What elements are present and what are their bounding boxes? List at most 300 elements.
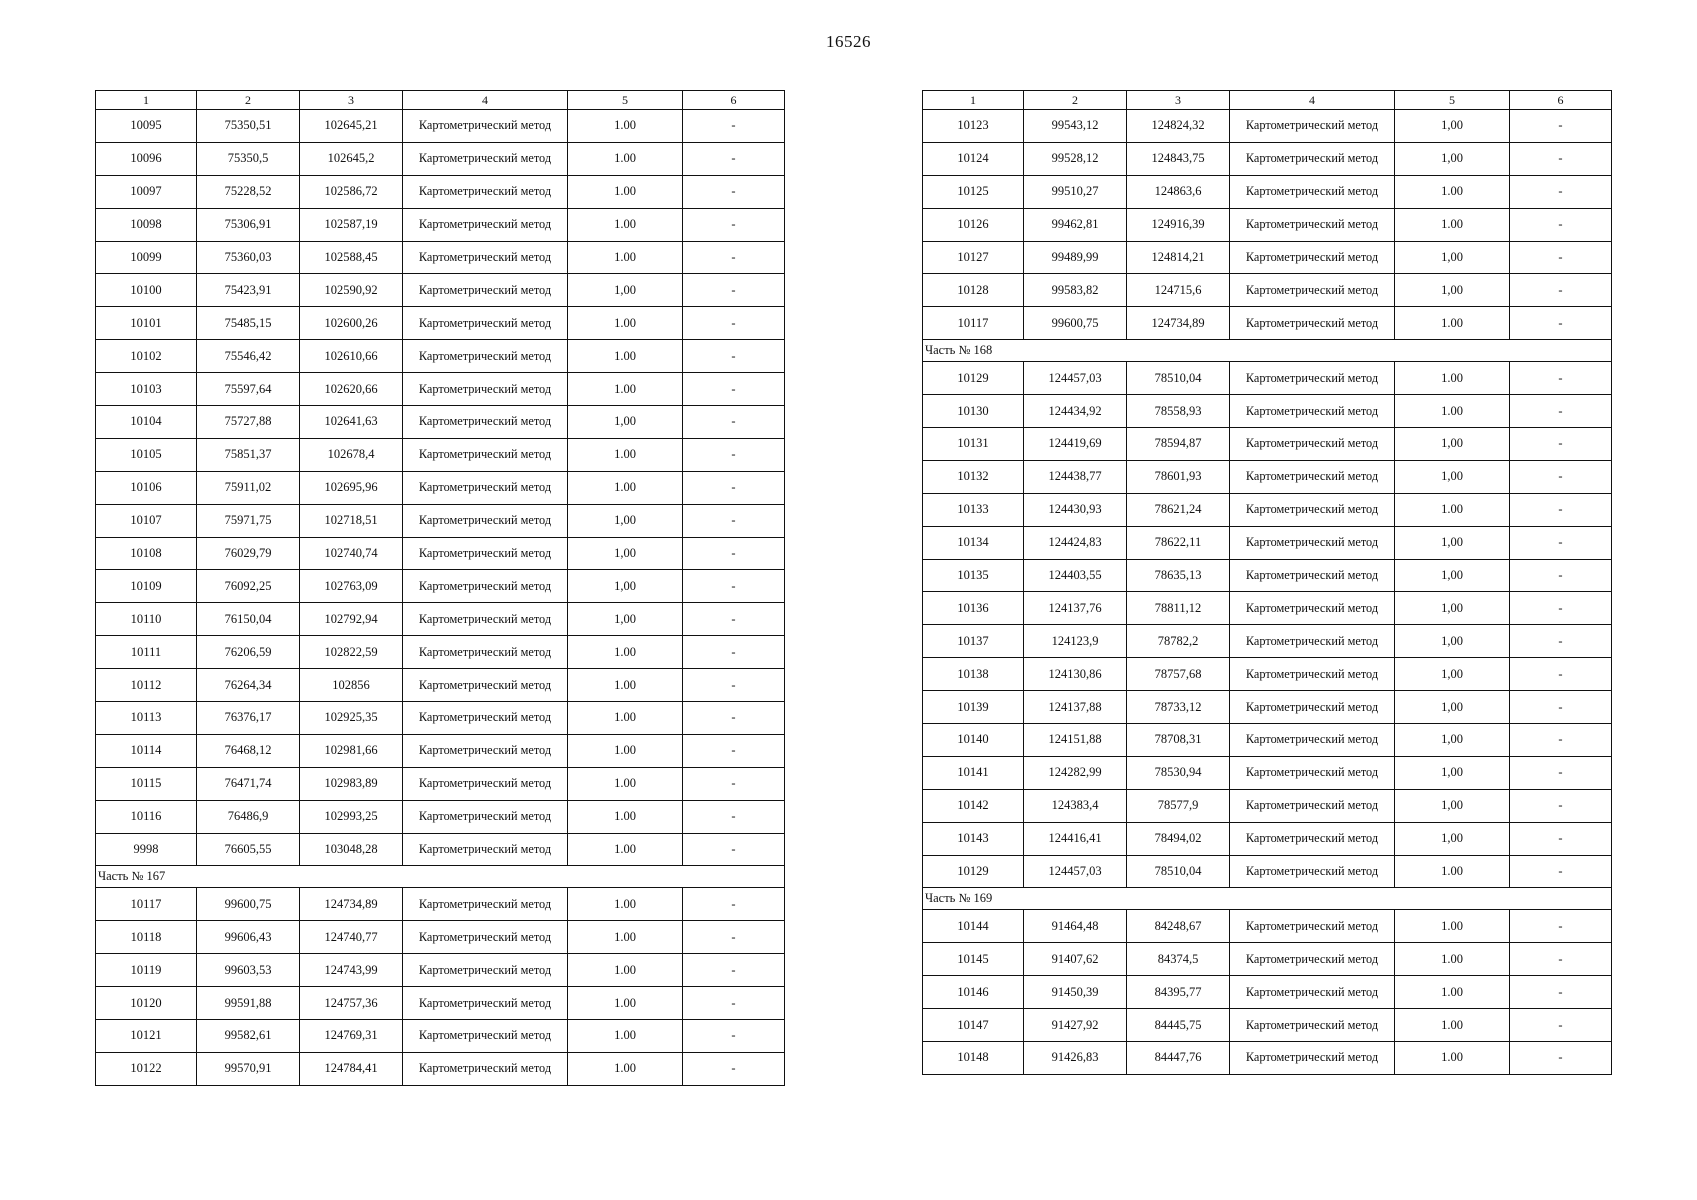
table-row bbox=[923, 460, 1612, 493]
section-heading-row bbox=[923, 888, 1612, 910]
note-cell: - bbox=[683, 1020, 785, 1053]
table-row bbox=[96, 987, 785, 1020]
note-cell: - bbox=[1510, 855, 1612, 888]
table-row bbox=[96, 438, 785, 471]
x-coordinate-cell: 75597,64 bbox=[197, 373, 300, 406]
point-id-cell: 10148 bbox=[923, 1042, 1024, 1075]
table-row bbox=[96, 767, 785, 800]
method-cell: Картометрический метод bbox=[403, 702, 568, 735]
column-header: 1 bbox=[96, 91, 197, 110]
note-cell: - bbox=[1510, 208, 1612, 241]
accuracy-cell: 1,00 bbox=[1395, 756, 1510, 789]
note-cell: - bbox=[683, 504, 785, 537]
accuracy-cell: 1.00 bbox=[568, 669, 683, 702]
accuracy-cell: 1.00 bbox=[568, 954, 683, 987]
method-cell: Картометрический метод bbox=[403, 241, 568, 274]
table-row bbox=[923, 428, 1612, 461]
table-row bbox=[96, 833, 785, 866]
method-cell: Картометрический метод bbox=[1230, 1009, 1395, 1042]
table-row bbox=[923, 625, 1612, 658]
y-coordinate-cell: 102856 bbox=[300, 669, 403, 702]
x-coordinate-cell: 76605,55 bbox=[197, 833, 300, 866]
note-cell: - bbox=[1510, 976, 1612, 1009]
table-row bbox=[96, 274, 785, 307]
accuracy-cell: 1.00 bbox=[568, 888, 683, 921]
point-id-cell: 10118 bbox=[96, 921, 197, 954]
x-coordinate-cell: 99582,61 bbox=[197, 1020, 300, 1053]
note-cell: - bbox=[683, 340, 785, 373]
point-id-cell: 10113 bbox=[96, 702, 197, 735]
column-header: 3 bbox=[1127, 91, 1230, 110]
table-row bbox=[96, 340, 785, 373]
table-row bbox=[923, 395, 1612, 428]
accuracy-cell: 1.00 bbox=[1395, 307, 1510, 340]
method-cell: Картометрический метод bbox=[403, 307, 568, 340]
accuracy-cell: 1.00 bbox=[568, 208, 683, 241]
x-coordinate-cell: 99600,75 bbox=[197, 888, 300, 921]
table-row bbox=[96, 373, 785, 406]
table-row bbox=[923, 855, 1612, 888]
note-cell: - bbox=[683, 373, 785, 406]
y-coordinate-cell: 78622,11 bbox=[1127, 526, 1230, 559]
point-id-cell: 10107 bbox=[96, 504, 197, 537]
table-row bbox=[96, 307, 785, 340]
x-coordinate-cell: 124457,03 bbox=[1024, 362, 1127, 395]
table-row bbox=[923, 691, 1612, 724]
method-cell: Картометрический метод bbox=[1230, 526, 1395, 559]
x-coordinate-cell: 124457,03 bbox=[1024, 855, 1127, 888]
column-header: 1 bbox=[923, 91, 1024, 110]
accuracy-cell: 1.00 bbox=[1395, 910, 1510, 943]
table-row bbox=[923, 1009, 1612, 1042]
accuracy-cell: 1,00 bbox=[1395, 241, 1510, 274]
y-coordinate-cell: 102695,96 bbox=[300, 471, 403, 504]
method-cell: Картометрический метод bbox=[1230, 976, 1395, 1009]
note-cell: - bbox=[683, 767, 785, 800]
method-cell: Картометрический метод bbox=[1230, 658, 1395, 691]
note-cell: - bbox=[683, 888, 785, 921]
table-row bbox=[923, 175, 1612, 208]
method-cell: Картометрический метод bbox=[403, 340, 568, 373]
section-heading: Часть № 168 bbox=[923, 340, 1612, 362]
accuracy-cell: 1.00 bbox=[568, 142, 683, 175]
x-coordinate-cell: 99603,53 bbox=[197, 954, 300, 987]
table-row bbox=[96, 734, 785, 767]
point-id-cell: 10112 bbox=[96, 669, 197, 702]
x-coordinate-cell: 75350,51 bbox=[197, 110, 300, 143]
y-coordinate-cell: 102587,19 bbox=[300, 208, 403, 241]
table-row bbox=[923, 756, 1612, 789]
accuracy-cell: 1.00 bbox=[568, 438, 683, 471]
y-coordinate-cell: 102981,66 bbox=[300, 734, 403, 767]
note-cell: - bbox=[1510, 1042, 1612, 1075]
note-cell: - bbox=[1510, 307, 1612, 340]
column-header: 5 bbox=[568, 91, 683, 110]
note-cell: - bbox=[1510, 822, 1612, 855]
method-cell: Картометрический метод bbox=[403, 537, 568, 570]
x-coordinate-cell: 99543,12 bbox=[1024, 110, 1127, 143]
x-coordinate-cell: 76092,25 bbox=[197, 570, 300, 603]
point-id-cell: 10119 bbox=[96, 954, 197, 987]
method-cell: Картометрический метод bbox=[403, 734, 568, 767]
accuracy-cell: 1.00 bbox=[568, 307, 683, 340]
note-cell: - bbox=[1510, 241, 1612, 274]
point-id-cell: 10095 bbox=[96, 110, 197, 143]
accuracy-cell: 1.00 bbox=[1395, 175, 1510, 208]
accuracy-cell: 1.00 bbox=[568, 110, 683, 143]
y-coordinate-cell: 78594,87 bbox=[1127, 428, 1230, 461]
section-heading: Часть № 167 bbox=[96, 866, 785, 888]
method-cell: Картометрический метод bbox=[403, 669, 568, 702]
accuracy-cell: 1.00 bbox=[568, 636, 683, 669]
y-coordinate-cell: 78782,2 bbox=[1127, 625, 1230, 658]
accuracy-cell: 1,00 bbox=[1395, 724, 1510, 757]
accuracy-cell: 1.00 bbox=[1395, 1042, 1510, 1075]
table-row bbox=[96, 241, 785, 274]
x-coordinate-cell: 76376,17 bbox=[197, 702, 300, 735]
note-cell: - bbox=[683, 274, 785, 307]
y-coordinate-cell: 102645,2 bbox=[300, 142, 403, 175]
method-cell: Картометрический метод bbox=[1230, 822, 1395, 855]
method-cell: Картометрический метод bbox=[403, 636, 568, 669]
table-row bbox=[923, 559, 1612, 592]
accuracy-cell: 1,00 bbox=[1395, 592, 1510, 625]
method-cell: Картометрический метод bbox=[1230, 493, 1395, 526]
table-row bbox=[923, 943, 1612, 976]
method-cell: Картометрический метод bbox=[1230, 789, 1395, 822]
point-id-cell: 10144 bbox=[923, 910, 1024, 943]
method-cell: Картометрический метод bbox=[1230, 395, 1395, 428]
accuracy-cell: 1.00 bbox=[1395, 362, 1510, 395]
x-coordinate-cell: 75727,88 bbox=[197, 406, 300, 439]
accuracy-cell: 1.00 bbox=[568, 734, 683, 767]
point-id-cell: 10096 bbox=[96, 142, 197, 175]
y-coordinate-cell: 78708,31 bbox=[1127, 724, 1230, 757]
note-cell: - bbox=[683, 438, 785, 471]
y-coordinate-cell: 78601,93 bbox=[1127, 460, 1230, 493]
y-coordinate-cell: 124824,32 bbox=[1127, 110, 1230, 143]
y-coordinate-cell: 124734,89 bbox=[300, 888, 403, 921]
note-cell: - bbox=[1510, 142, 1612, 175]
accuracy-cell: 1.00 bbox=[1395, 493, 1510, 526]
note-cell: - bbox=[1510, 362, 1612, 395]
method-cell: Картометрический метод bbox=[1230, 241, 1395, 274]
y-coordinate-cell: 102740,74 bbox=[300, 537, 403, 570]
method-cell: Картометрический метод bbox=[1230, 428, 1395, 461]
point-id-cell: 10122 bbox=[96, 1052, 197, 1085]
x-coordinate-cell: 99606,43 bbox=[197, 921, 300, 954]
x-coordinate-cell: 99583,82 bbox=[1024, 274, 1127, 307]
column-header: 5 bbox=[1395, 91, 1510, 110]
point-id-cell: 10098 bbox=[96, 208, 197, 241]
point-id-cell: 10147 bbox=[923, 1009, 1024, 1042]
method-cell: Картометрический метод bbox=[403, 471, 568, 504]
note-cell: - bbox=[1510, 943, 1612, 976]
method-cell: Картометрический метод bbox=[1230, 559, 1395, 592]
table-row bbox=[96, 702, 785, 735]
point-id-cell: 10132 bbox=[923, 460, 1024, 493]
x-coordinate-cell: 124123,9 bbox=[1024, 625, 1127, 658]
note-cell: - bbox=[1510, 789, 1612, 822]
table-row bbox=[96, 570, 785, 603]
y-coordinate-cell: 102641,63 bbox=[300, 406, 403, 439]
point-id-cell: 10106 bbox=[96, 471, 197, 504]
section-heading-row bbox=[923, 340, 1612, 362]
column-header: 6 bbox=[1510, 91, 1612, 110]
point-id-cell: 10110 bbox=[96, 603, 197, 636]
y-coordinate-cell: 124843,75 bbox=[1127, 142, 1230, 175]
column-header: 4 bbox=[1230, 91, 1395, 110]
y-coordinate-cell: 102678,4 bbox=[300, 438, 403, 471]
note-cell: - bbox=[1510, 658, 1612, 691]
accuracy-cell: 1,00 bbox=[1395, 691, 1510, 724]
point-id-cell: 10104 bbox=[96, 406, 197, 439]
column-header: 4 bbox=[403, 91, 568, 110]
x-coordinate-cell: 124419,69 bbox=[1024, 428, 1127, 461]
point-id-cell: 10139 bbox=[923, 691, 1024, 724]
note-cell: - bbox=[683, 142, 785, 175]
method-cell: Картометрический метод bbox=[403, 921, 568, 954]
coordinates-table-left bbox=[95, 90, 785, 1086]
y-coordinate-cell: 124863,6 bbox=[1127, 175, 1230, 208]
point-id-cell: 10101 bbox=[96, 307, 197, 340]
method-cell: Картометрический метод bbox=[1230, 943, 1395, 976]
method-cell: Картометрический метод bbox=[403, 987, 568, 1020]
point-id-cell: 10137 bbox=[923, 625, 1024, 658]
note-cell: - bbox=[1510, 691, 1612, 724]
accuracy-cell: 1.00 bbox=[568, 767, 683, 800]
note-cell: - bbox=[683, 307, 785, 340]
method-cell: Картометрический метод bbox=[403, 438, 568, 471]
y-coordinate-cell: 102763,09 bbox=[300, 570, 403, 603]
table-row bbox=[96, 175, 785, 208]
method-cell: Картометрический метод bbox=[403, 142, 568, 175]
table-row bbox=[96, 208, 785, 241]
point-id-cell: 10111 bbox=[96, 636, 197, 669]
x-coordinate-cell: 99570,91 bbox=[197, 1052, 300, 1085]
point-id-cell: 10138 bbox=[923, 658, 1024, 691]
x-coordinate-cell: 99510,27 bbox=[1024, 175, 1127, 208]
x-coordinate-cell: 75423,91 bbox=[197, 274, 300, 307]
column-header: 2 bbox=[197, 91, 300, 110]
table-header-row bbox=[96, 91, 785, 110]
x-coordinate-cell: 91464,48 bbox=[1024, 910, 1127, 943]
method-cell: Картометрический метод bbox=[1230, 110, 1395, 143]
accuracy-cell: 1.00 bbox=[1395, 395, 1510, 428]
method-cell: Картометрический метод bbox=[403, 1052, 568, 1085]
note-cell: - bbox=[1510, 559, 1612, 592]
method-cell: Картометрический метод bbox=[1230, 362, 1395, 395]
accuracy-cell: 1.00 bbox=[568, 800, 683, 833]
y-coordinate-cell: 84447,76 bbox=[1127, 1042, 1230, 1075]
point-id-cell: 10114 bbox=[96, 734, 197, 767]
point-id-cell: 10103 bbox=[96, 373, 197, 406]
note-cell: - bbox=[683, 734, 785, 767]
point-id-cell: 10126 bbox=[923, 208, 1024, 241]
accuracy-cell: 1.00 bbox=[568, 1052, 683, 1085]
y-coordinate-cell: 78558,93 bbox=[1127, 395, 1230, 428]
coordinates-table-right bbox=[922, 90, 1612, 1075]
method-cell: Картометрический метод bbox=[403, 800, 568, 833]
x-coordinate-cell: 76471,74 bbox=[197, 767, 300, 800]
table-row bbox=[923, 110, 1612, 143]
point-id-cell: 10125 bbox=[923, 175, 1024, 208]
method-cell: Картометрический метод bbox=[403, 110, 568, 143]
table-row bbox=[96, 800, 785, 833]
column-header: 6 bbox=[683, 91, 785, 110]
note-cell: - bbox=[683, 636, 785, 669]
y-coordinate-cell: 102822,59 bbox=[300, 636, 403, 669]
y-coordinate-cell: 124769,31 bbox=[300, 1020, 403, 1053]
note-cell: - bbox=[1510, 428, 1612, 461]
point-id-cell: 10127 bbox=[923, 241, 1024, 274]
accuracy-cell: 1.00 bbox=[568, 471, 683, 504]
point-id-cell: 9998 bbox=[96, 833, 197, 866]
y-coordinate-cell: 124814,21 bbox=[1127, 241, 1230, 274]
note-cell: - bbox=[1510, 395, 1612, 428]
y-coordinate-cell: 124715,6 bbox=[1127, 274, 1230, 307]
column-header: 2 bbox=[1024, 91, 1127, 110]
table-row bbox=[96, 636, 785, 669]
point-id-cell: 10124 bbox=[923, 142, 1024, 175]
accuracy-cell: 1.00 bbox=[568, 987, 683, 1020]
point-id-cell: 10133 bbox=[923, 493, 1024, 526]
y-coordinate-cell: 84445,75 bbox=[1127, 1009, 1230, 1042]
accuracy-cell: 1,00 bbox=[1395, 460, 1510, 493]
point-id-cell: 10146 bbox=[923, 976, 1024, 1009]
method-cell: Картометрический метод bbox=[403, 274, 568, 307]
y-coordinate-cell: 124784,41 bbox=[300, 1052, 403, 1085]
table-row bbox=[923, 362, 1612, 395]
y-coordinate-cell: 78621,24 bbox=[1127, 493, 1230, 526]
accuracy-cell: 1.00 bbox=[1395, 943, 1510, 976]
method-cell: Картометрический метод bbox=[403, 175, 568, 208]
y-coordinate-cell: 78510,04 bbox=[1127, 362, 1230, 395]
y-coordinate-cell: 102590,92 bbox=[300, 274, 403, 307]
accuracy-cell: 1.00 bbox=[1395, 1009, 1510, 1042]
y-coordinate-cell: 102620,66 bbox=[300, 373, 403, 406]
note-cell: - bbox=[683, 570, 785, 603]
x-coordinate-cell: 76029,79 bbox=[197, 537, 300, 570]
y-coordinate-cell: 102600,26 bbox=[300, 307, 403, 340]
note-cell: - bbox=[683, 175, 785, 208]
point-id-cell: 10109 bbox=[96, 570, 197, 603]
y-coordinate-cell: 78510,04 bbox=[1127, 855, 1230, 888]
y-coordinate-cell: 102925,35 bbox=[300, 702, 403, 735]
x-coordinate-cell: 124137,76 bbox=[1024, 592, 1127, 625]
x-coordinate-cell: 124403,55 bbox=[1024, 559, 1127, 592]
note-cell: - bbox=[683, 702, 785, 735]
table-row bbox=[96, 954, 785, 987]
accuracy-cell: 1,00 bbox=[1395, 526, 1510, 559]
point-id-cell: 10116 bbox=[96, 800, 197, 833]
y-coordinate-cell: 102645,21 bbox=[300, 110, 403, 143]
method-cell: Картометрический метод bbox=[1230, 910, 1395, 943]
table-row bbox=[923, 822, 1612, 855]
y-coordinate-cell: 102718,51 bbox=[300, 504, 403, 537]
note-cell: - bbox=[1510, 110, 1612, 143]
point-id-cell: 10145 bbox=[923, 943, 1024, 976]
method-cell: Картометрический метод bbox=[1230, 208, 1395, 241]
note-cell: - bbox=[1510, 460, 1612, 493]
method-cell: Картометрический метод bbox=[1230, 756, 1395, 789]
accuracy-cell: 1.00 bbox=[568, 702, 683, 735]
y-coordinate-cell: 78577,9 bbox=[1127, 789, 1230, 822]
table-row bbox=[923, 493, 1612, 526]
note-cell: - bbox=[683, 921, 785, 954]
y-coordinate-cell: 124916,39 bbox=[1127, 208, 1230, 241]
method-cell: Картометрический метод bbox=[1230, 855, 1395, 888]
table-row bbox=[96, 669, 785, 702]
accuracy-cell: 1,00 bbox=[568, 406, 683, 439]
y-coordinate-cell: 102588,45 bbox=[300, 241, 403, 274]
table-row bbox=[96, 921, 785, 954]
note-cell: - bbox=[683, 1052, 785, 1085]
table-row bbox=[96, 537, 785, 570]
method-cell: Картометрический метод bbox=[403, 833, 568, 866]
x-coordinate-cell: 91427,92 bbox=[1024, 1009, 1127, 1042]
section-heading-row bbox=[96, 866, 785, 888]
point-id-cell: 10129 bbox=[923, 855, 1024, 888]
x-coordinate-cell: 76486,9 bbox=[197, 800, 300, 833]
table-row bbox=[923, 592, 1612, 625]
y-coordinate-cell: 84374,5 bbox=[1127, 943, 1230, 976]
note-cell: - bbox=[683, 669, 785, 702]
note-cell: - bbox=[1510, 175, 1612, 208]
x-coordinate-cell: 91426,83 bbox=[1024, 1042, 1127, 1075]
note-cell: - bbox=[683, 987, 785, 1020]
method-cell: Картометрический метод bbox=[1230, 691, 1395, 724]
method-cell: Картометрический метод bbox=[403, 888, 568, 921]
x-coordinate-cell: 99591,88 bbox=[197, 987, 300, 1020]
accuracy-cell: 1,00 bbox=[1395, 274, 1510, 307]
method-cell: Картометрический метод bbox=[403, 603, 568, 636]
x-coordinate-cell: 75350,5 bbox=[197, 142, 300, 175]
note-cell: - bbox=[683, 471, 785, 504]
x-coordinate-cell: 75360,03 bbox=[197, 241, 300, 274]
note-cell: - bbox=[1510, 756, 1612, 789]
method-cell: Картометрический метод bbox=[403, 373, 568, 406]
point-id-cell: 10128 bbox=[923, 274, 1024, 307]
point-id-cell: 10129 bbox=[923, 362, 1024, 395]
accuracy-cell: 1,00 bbox=[1395, 658, 1510, 691]
accuracy-cell: 1,00 bbox=[1395, 142, 1510, 175]
table-row bbox=[923, 910, 1612, 943]
table-row bbox=[96, 471, 785, 504]
method-cell: Картометрический метод bbox=[1230, 1042, 1395, 1075]
point-id-cell: 10142 bbox=[923, 789, 1024, 822]
point-id-cell: 10131 bbox=[923, 428, 1024, 461]
method-cell: Картометрический метод bbox=[403, 954, 568, 987]
x-coordinate-cell: 124424,83 bbox=[1024, 526, 1127, 559]
y-coordinate-cell: 102983,89 bbox=[300, 767, 403, 800]
x-coordinate-cell: 124438,77 bbox=[1024, 460, 1127, 493]
method-cell: Картометрический метод bbox=[1230, 460, 1395, 493]
method-cell: Картометрический метод bbox=[1230, 175, 1395, 208]
accuracy-cell: 1.00 bbox=[568, 921, 683, 954]
table-row bbox=[923, 307, 1612, 340]
x-coordinate-cell: 124137,88 bbox=[1024, 691, 1127, 724]
x-coordinate-cell: 124434,92 bbox=[1024, 395, 1127, 428]
accuracy-cell: 1.00 bbox=[1395, 976, 1510, 1009]
x-coordinate-cell: 75911,02 bbox=[197, 471, 300, 504]
point-id-cell: 10136 bbox=[923, 592, 1024, 625]
table-row bbox=[96, 1020, 785, 1053]
point-id-cell: 10115 bbox=[96, 767, 197, 800]
accuracy-cell: 1,00 bbox=[568, 570, 683, 603]
method-cell: Картометрический метод bbox=[403, 767, 568, 800]
table-row bbox=[96, 142, 785, 175]
